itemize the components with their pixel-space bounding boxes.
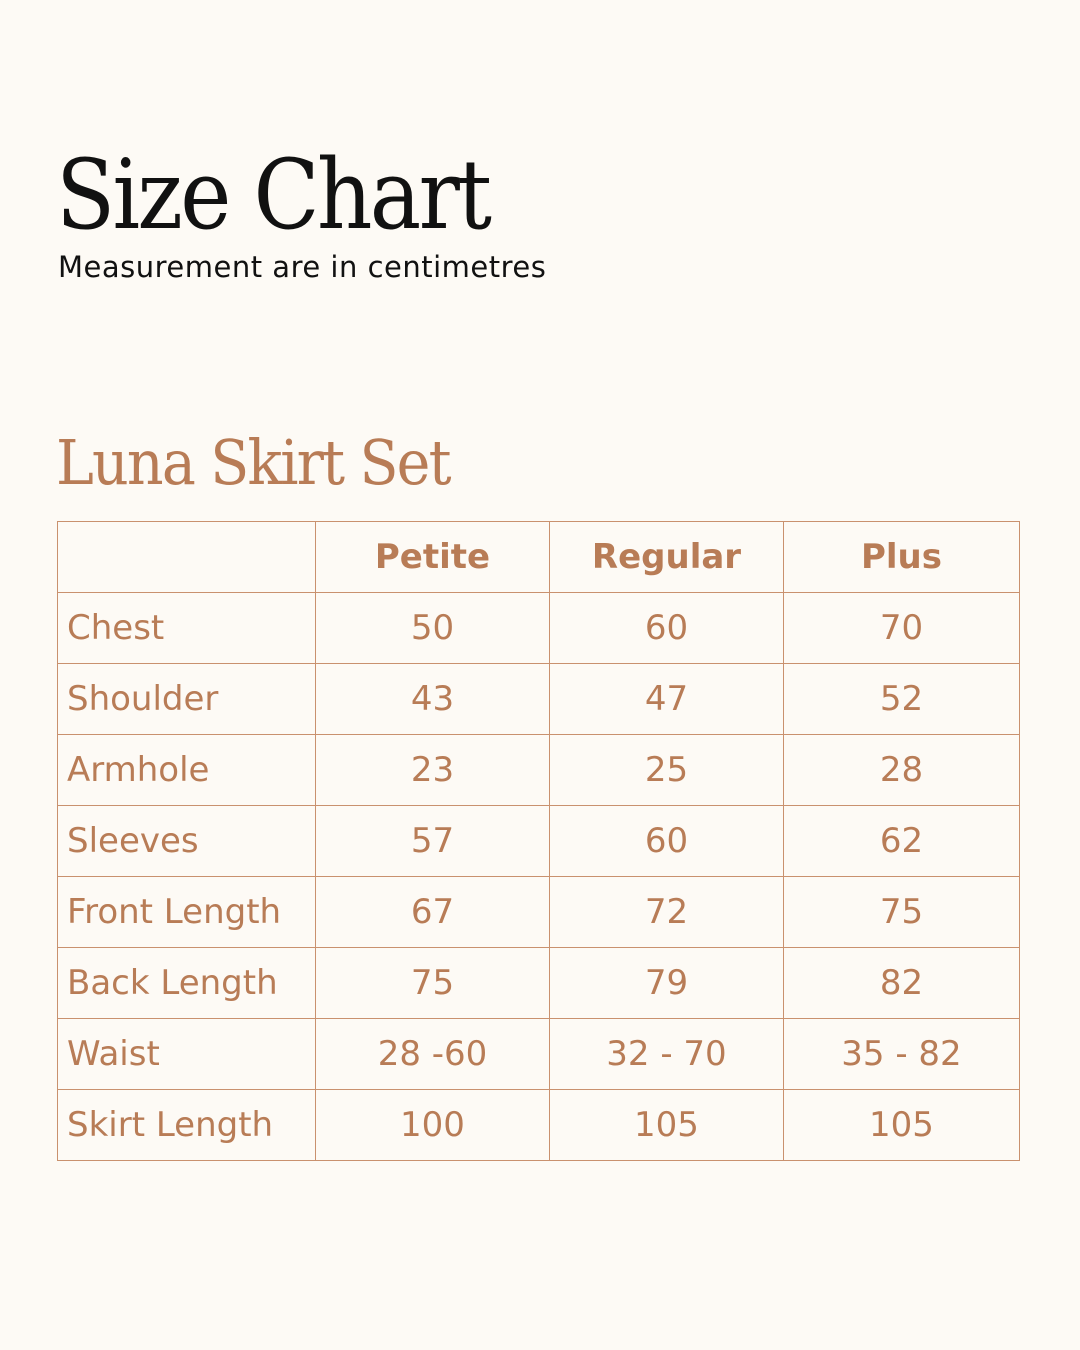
table-cell: 28 — [784, 735, 1020, 806]
size-table — [57, 521, 1020, 1161]
page-title: Size Chart — [56, 139, 490, 251]
table-row — [58, 664, 1020, 735]
table-row — [58, 1090, 1020, 1161]
table-cell: 100 — [316, 1090, 550, 1161]
row-label: Chest — [58, 593, 316, 664]
table-cell: 25 — [550, 735, 784, 806]
table-cell: 75 — [784, 877, 1020, 948]
table-cell: 57 — [316, 806, 550, 877]
table-row — [58, 806, 1020, 877]
table-cell: 60 — [550, 806, 784, 877]
table-cell: 79 — [550, 948, 784, 1019]
table-cell: 67 — [316, 877, 550, 948]
table-cell: 105 — [784, 1090, 1020, 1161]
row-label: Sleeves — [58, 806, 316, 877]
table-cell: 70 — [784, 593, 1020, 664]
table-row — [58, 593, 1020, 664]
table-cell: 50 — [316, 593, 550, 664]
table-cell: 52 — [784, 664, 1020, 735]
table-cell: 28 -60 — [316, 1019, 550, 1090]
table-cell: 23 — [316, 735, 550, 806]
table-cell: 62 — [784, 806, 1020, 877]
header-cell-plus: Plus — [784, 522, 1020, 593]
header-cell-empty — [58, 522, 316, 593]
table-cell: 75 — [316, 948, 550, 1019]
table-row — [58, 1019, 1020, 1090]
table-cell: 32 - 70 — [550, 1019, 784, 1090]
row-label: Skirt Length — [58, 1090, 316, 1161]
table-header-row — [58, 522, 1020, 593]
table-cell: 47 — [550, 664, 784, 735]
row-label: Front Length — [58, 877, 316, 948]
table-cell: 105 — [550, 1090, 784, 1161]
product-title: Luna Skirt Set — [56, 426, 450, 499]
row-label: Armhole — [58, 735, 316, 806]
row-label: Back Length — [58, 948, 316, 1019]
table-row — [58, 948, 1020, 1019]
table-cell: 82 — [784, 948, 1020, 1019]
table-cell: 35 - 82 — [784, 1019, 1020, 1090]
page-subtitle: Measurement are in centimetres — [58, 250, 547, 284]
table-row — [58, 735, 1020, 806]
header-cell-regular: Regular — [550, 522, 784, 593]
table-row — [58, 877, 1020, 948]
row-label: Waist — [58, 1019, 316, 1090]
table-cell: 60 — [550, 593, 784, 664]
table-cell: 72 — [550, 877, 784, 948]
row-label: Shoulder — [58, 664, 316, 735]
table-cell: 43 — [316, 664, 550, 735]
header-cell-petite: Petite — [316, 522, 550, 593]
